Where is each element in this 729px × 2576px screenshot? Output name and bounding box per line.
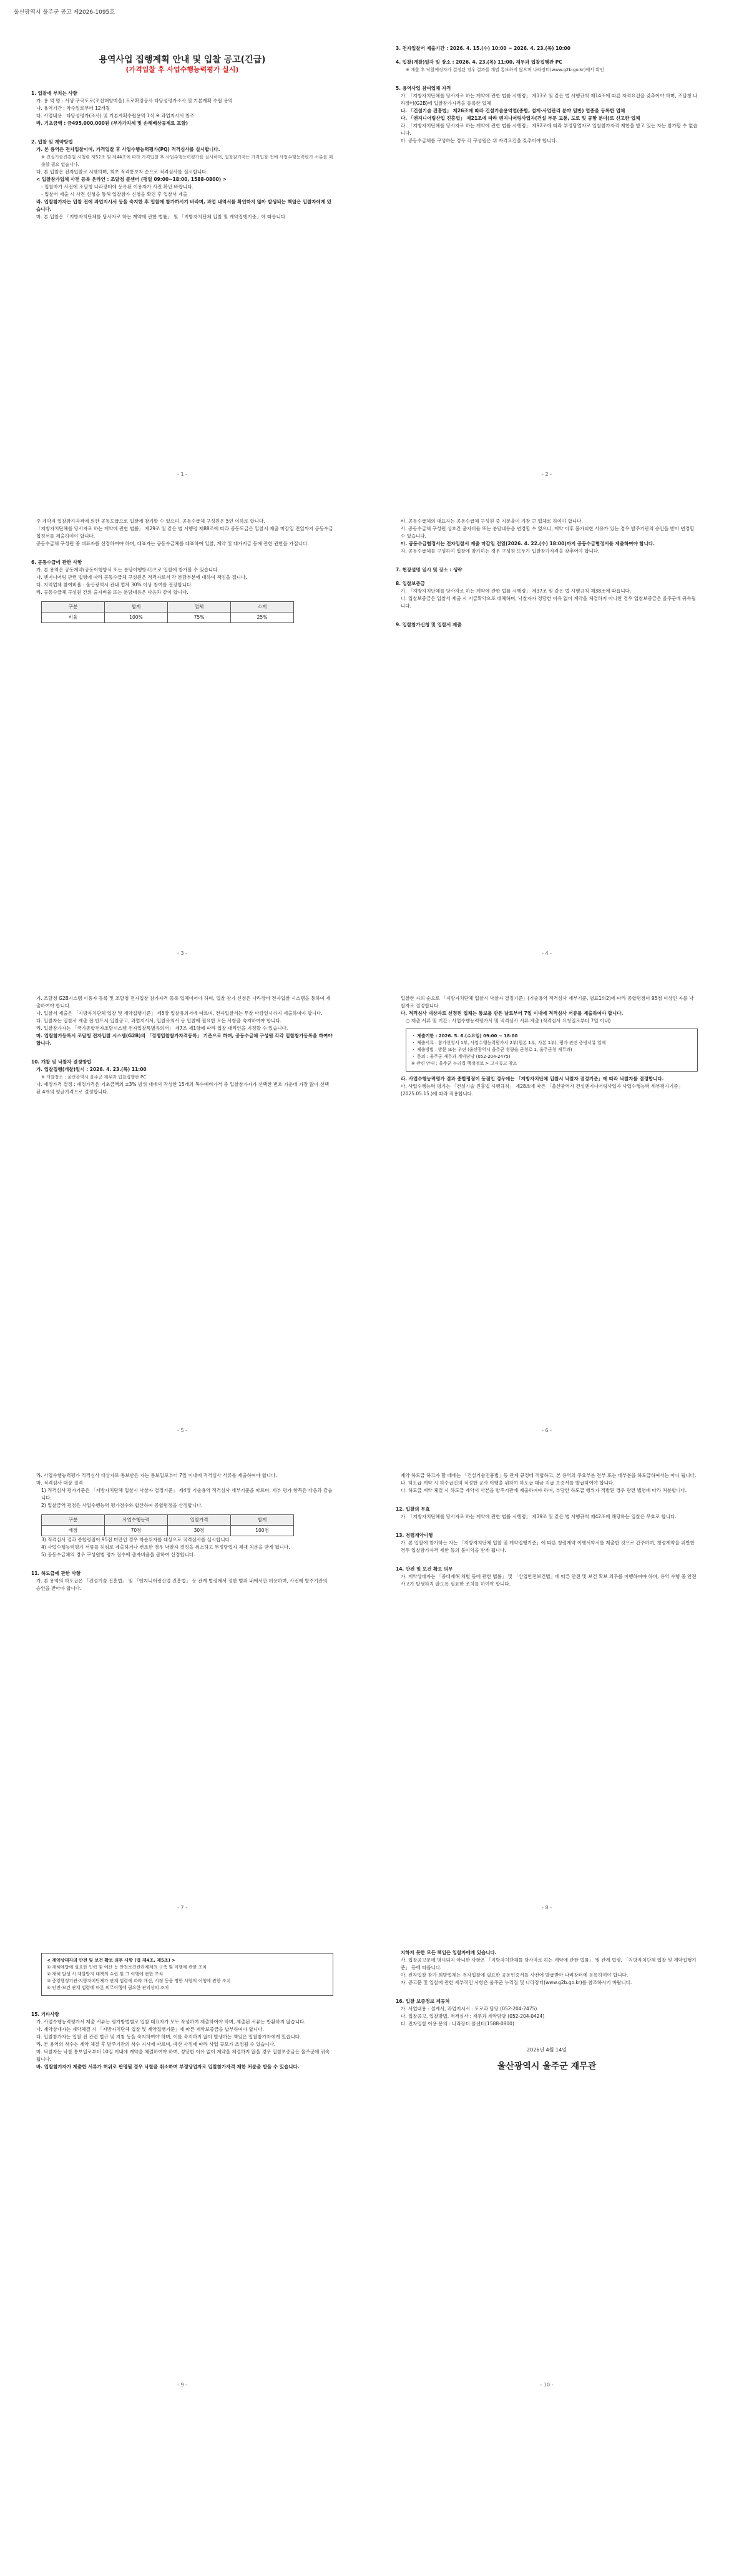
list-item: 다. 지역업체 참여비율 : 울산광역시 관내 업체 30% 이상 참여를 권장합니다. xyxy=(36,582,193,588)
document-page-8 xyxy=(378,1453,715,1918)
list-item: 나. 엔지니어링 관련 법령에 따라 공동수급체 구성원은 적격자로서 각 분담부분에 대하여 책임을 집니다. xyxy=(36,574,247,580)
table-row xyxy=(42,613,294,623)
list-item: 라. 공동수급체 구성원 간의 출자비율 또는 분담내용은 다음과 같이 합니다. xyxy=(36,589,188,595)
table-cell: 70점 xyxy=(105,1526,168,1536)
document-page-7 xyxy=(14,1453,351,1918)
table-cell: 소계 xyxy=(231,602,294,613)
list-item: 다. 「엔지니어링산업 진흥법」 제21조에 따라 엔지니어링사업자(건설 부문 교통, 도로 및 공항 분야)로 신고한 업체 xyxy=(401,115,640,121)
paragraph: 나. 하도급 계약 시 하수급인의 적정한 공사 이행을 위하여 하도급 대금 지급 보증서를 발급하여야 합니다. xyxy=(401,1480,615,1486)
document-page-5 xyxy=(14,976,351,1441)
list-item: 가. 용 역 명 : 서생 구곡도로(조선해양마을) 도로확장공사 타당성평가조사 및 기본계획 수립 용역 xyxy=(36,98,233,104)
paragraph: 1) 적격심사 평가기준은 「지방자치단체 입찰시 낙찰자 결정기준」 제4장 기술용역 적격심사 세부기준을 따르며, 세부 평가 항목은 다음과 같습니다. xyxy=(41,1488,333,1501)
section-heading: 4. 입찰(개찰)일자 및 장소 : 2026. 4. 23.(목) 11:00, 재무과 입찰집행관 PC xyxy=(396,59,562,65)
list-item: 가. 사업수행능력평가서 제출 서류는 평가방법별로 입찰 대표자가 모두 작성하여 제출하여야 하며, 제출된 서류는 반환하지 않습니다. xyxy=(36,2019,306,2025)
section-heading: 10. 개찰 및 낙찰자 결정방법 xyxy=(31,1059,92,1065)
section-heading: 9. 입찰참가신청 및 입찰서 제출 xyxy=(396,622,462,627)
table-cell: 배점 xyxy=(42,1526,105,1536)
list-item: 가. 본 용역의 하도급은 「건설기술 진흥법」 및 「엔지니어링산업 진흥법」 등 관계 법령에서 정한 범위 내에서만 허용하며, 사전에 발주기관의 승인을 받아야 합니다. xyxy=(36,1578,328,1591)
page-number: - 1 - xyxy=(177,472,187,477)
list-item: 가. 「지방자치단체를 당사자로 하는 계약에 관한 법률 시행령」 제39조 및 같은 법 시행규칙 제42조에 해당하는 입찰은 무효로 합니다. xyxy=(401,1514,677,1519)
page-number: - 10 - xyxy=(540,2382,554,2388)
table-cell: 합계 xyxy=(105,602,168,613)
table-cell: 합계 xyxy=(231,1515,294,1526)
paragraph: 사. 공동수급체 구성원 상호간 출자비율 또는 분담내용을 변경할 수 없으나, 계약 이후 불가피한 사유가 있는 경우 발주기관의 승인을 받아 변경할 수 있습니다. xyxy=(401,526,695,539)
list-item: 가. 계약상대자는 「중대재해 처벌 등에 관한 법률」 및 「산업안전보건법」에 따른 안전 및 보건 확보 의무를 이행하여야 하며, 용역 수행 중 안전사고가 발생하지 않도록 필요한 조치를 하여야 합니다. xyxy=(401,1574,697,1587)
list-item: 가. 「지방자치단체를 당사자로 하는 계약에 관한 법률 시행령」 제13조 및 같은 법 시행규칙 제14조에 따른 자격요건을 갖추어야 하며, 조달청 나라장터(G2B)에 입찰참가자격을 등록한 업체 xyxy=(401,93,698,106)
table-cell: 업체 xyxy=(168,602,231,613)
list-item: 가. 본 입찰에 참가하는 자는 「지방자치단체 입찰 및 계약집행기준」에 따른 청렴계약 이행서약서를 제출한 것으로 간주하며, 청렴계약을 위반한 경우 입찰참가자격 제한 등의 불이익을 받게 됩니다. xyxy=(401,1540,695,1553)
document-title: 용역사업 집행계획 안내 및 입찰 공고(긴급) xyxy=(99,55,266,65)
paragraph: 입찰한 자의 순으로 「지방자치단체 입찰시 낙찰자 결정기준」(기술용역 적격심사 세부기준, 별표1의2)에 따라 종합평점이 95점 이상인 자를 낙찰자로 결정합니다. xyxy=(401,995,694,1009)
page-number: - 5 - xyxy=(177,1428,187,1433)
paragraph: 마. 사업수행능력 평가는 「건설기술 진흥법 시행규칙」 제28조에 따른 「울산광역시 건설엔지니어링사업자 사업수행능력 세부평가기준」(2025.05.15.)에 따라 적용합니다. xyxy=(401,1083,683,1097)
paragraph: 마. 적격심사 대상 결격 xyxy=(36,1480,83,1486)
paragraph: 2) 입찰금액 평점은 사업수행능력 평가점수와 합산하여 종합평점을 산정합니다. xyxy=(41,1503,203,1508)
list-item: < 입찰참가업체 사전 등록 온라인 : 조달청 콜센터 (평일 09:00~18:00, 1588-0800) > xyxy=(36,177,227,182)
table-row xyxy=(42,1526,294,1536)
list-item: 다. 전자입찰 이용 문의 : 나라장터 콜센터(1588-0800) xyxy=(401,2021,514,2026)
list-item: 가. 사업내용 : 설계서, 과업지시서 : 도로과 담당 (052-204-2475) xyxy=(401,2006,537,2012)
list-item: 마. 본 입찰은 「지방자치단체를 당사자로 하는 계약에 관한 법률」 및 「지방자치단체 입찰 및 계약집행기준」에 따릅니다. xyxy=(36,214,287,220)
document-page-6 xyxy=(378,976,715,1441)
box-line: ㆍ 제출기한 : 2026. 5. 6.(수요일) 09:00 ~ 18:00 xyxy=(411,1034,518,1039)
safety-duty-box xyxy=(41,1953,333,1996)
section-heading: 15. 기타사항 xyxy=(31,2012,59,2017)
notice-number: 울산광역시 울주군 공고 제2026-1095호 xyxy=(14,9,115,16)
paragraph: 계약 하도급 하고자 할 때에는 「건설기술진흥법」등 관계 규정에 적합하고, 본 용역의 주요부분 전부 또는 대부분을 하도급하여서는 아니 됩니다. xyxy=(401,1473,697,1478)
page-number: - 6 - xyxy=(542,1428,552,1433)
table-header-row xyxy=(42,1515,294,1526)
document-page-9 xyxy=(14,1930,351,2395)
section-heading: 3. 전자입찰서 제출기간 : 2026. 4. 15.(수) 10:00 ~ 2026. 4. 23.(목) 10:00 xyxy=(396,46,570,51)
paragraph: 다. 입찰자는 입찰서 제출 전 반드시 입찰공고, 과업지시서, 입찰유의서 등 입찰에 필요한 모든 사항을 숙지하여야 합니다. xyxy=(36,1018,282,1024)
document-page-2 xyxy=(378,20,715,485)
table-cell: 100% xyxy=(105,613,168,623)
document-subtitle: (가격입찰 후 사업수행능력평가 실시) xyxy=(125,65,239,74)
section-heading: 13. 청렴계약이행 xyxy=(396,1533,433,1538)
paragraph: 5) 공동수급체의 경우 구성원별 평가 점수에 출자비율을 곱하여 산정합니다. xyxy=(41,1552,195,1557)
document-page-4 xyxy=(378,499,715,964)
box-line: ㆍ 문의 : 울주군 재무과 계약담당 (052-204-2475) xyxy=(411,1054,511,1059)
table-header-row xyxy=(42,602,294,613)
list-item: 라. 본 용역의 착수는 계약 체결 후 발주기관의 착수 지시에 따르며, 예산 사정에 따라 사업 규모가 조정될 수 있습니다. xyxy=(36,2041,276,2047)
list-item: 다. 본 입찰은 전자입찰로 시행하며, 최초 적격통보자 순으로 적격심사를 실시합니다. xyxy=(36,169,208,175)
paragraph: 가. 조달청 G2B시스템 이용자 등록 및 조달청 전자입찰 참가자격 등록 업체이어야 하며, 입찰 참가 신청은 나라장터 전자입찰 시스템을 통하여 제출하여야 합니다. xyxy=(36,995,331,1009)
paragraph: 자. 공고문 및 입찰에 관한 세부적인 사항은 울주군 누리집 및 나라장터(www.g2b.go.kr)를 참조하시기 바랍니다. xyxy=(401,1980,632,1985)
list-item: 다. 입찰참가자는 입찰 전 관련 법규 및 지침 등을 숙지하여야 하며, 이를 숙지하지 않아 발생하는 책임은 입찰참가자에게 있습니다. xyxy=(36,2034,301,2040)
table-cell: 사업수행능력 xyxy=(105,1515,168,1526)
issuer-signature: 울산광역시 울주군 재무관 xyxy=(497,2061,597,2071)
paragraph: 「지방자치단체를 당사자로 하는 계약에 관한 법률」 제29조 및 같은 법 시행령 제88조에 따라 공동도급은 입찰서 제출 마감일 전일까지 공동수급협정서를 제출하여야 합니다. xyxy=(36,526,333,539)
paragraph: 나. 입찰서 제출은 「지방자치단체 입찰 및 계약집행기준」 제5장 입찰유의서에 따르며, 전자입찰서는 투찰 마감일시까지 제출하여야 합니다. xyxy=(36,1010,323,1016)
list-item: 마. 낙찰자는 낙찰 통보일로부터 10일 이내에 계약을 체결하여야 하며, 정당한 이유 없이 계약을 체결하지 않을 경우 입찰보증금은 울주군에 귀속됩니다. xyxy=(36,2049,330,2062)
paragraph: 라. 사업수행능력평가 적격심사 대상자로 통보받은 자는 통보일로부터 7일 이내에 적격심사 서류를 제출하여야 합니다. xyxy=(36,1473,277,1478)
section-heading: 16. 입찰 보증정보 제공처 xyxy=(396,1998,450,2004)
paragraph: 자. 공동수급체를 구성하여 입찰에 참가하는 경우 구성원 모두가 입찰참가자격을 갖추어야 합니다. xyxy=(401,548,600,554)
list-item: 마. 공동수급체를 구성하는 경우 각 구성원은 위 자격요건을 갖추어야 합니다. xyxy=(401,138,557,143)
list-item: 라. 입찰참가자는 입찰 전에 과업지시서 등을 숙지한 후 입찰에 참가하시기 바라며, 과업 내역서를 확인하지 않아 발생되는 책임은 입찰자에게 있습니다. xyxy=(36,199,331,212)
section-heading: 12. 입찰의 무효 xyxy=(396,1506,430,1512)
list-item: 라. 「지방자치단체를 당사자로 하는 계약에 관한 법률 시행령」 제92조에 따라 부정당업자로 입찰참가자격 제한을 받고 있는 자는 참가할 수 없습니다. xyxy=(401,123,698,136)
paragraph: 바. 공동수급체의 대표자는 공동수급체 구성원 중 지분율이 가장 큰 업체로 하여야 합니다. xyxy=(401,518,583,524)
document-page-3 xyxy=(14,499,351,964)
paragraph: 라. 사업수행능력평가 결과 종합평점이 동점인 경우에는 「지방자치단체 입찰시 낙찰자 결정기준」에 따라 낙찰자를 결정합니다. xyxy=(401,1076,664,1082)
page-number: - 4 - xyxy=(542,951,552,956)
section-heading: 1. 입찰에 부치는 사항 xyxy=(31,90,77,96)
section-heading: 2. 입찰 및 계약방법 xyxy=(31,139,73,145)
list-item: 나. 계약상대자는 계약체결 시 「지방자치단체 입찰 및 계약집행기준」에 따른 계약보증금을 납부하여야 합니다. xyxy=(36,2026,264,2032)
section-heading: 5. 용역사업 참여업체 자격 xyxy=(396,85,451,91)
list-item: 나. 입찰공고, 입찰방법, 적격심사 : 재무과 계약담당 (052-204-0424) xyxy=(401,2013,545,2019)
document-page-10 xyxy=(378,1930,715,2395)
table-cell: 구분 xyxy=(42,1515,105,1526)
section-heading: 14. 안전 및 보건 확보 의무 xyxy=(396,1566,453,1572)
table-cell: 75% xyxy=(168,613,231,623)
paragraph: 아. 공동수급협정서는 전자입찰서 제출 마감일 전일(2026. 4. 22.(수) 18:00)까지 공동수급협정서를 제출하여야 합니다. xyxy=(401,541,655,546)
list-item: 나. 「건설기술 진흥법」 제26조에 따라 건설기술용역업(종합, 설계·사업관리 분야 일반) 업종을 등록한 업체 xyxy=(401,108,625,114)
box-line: ③ 중앙행정기관·지방자치단체가 관계 법령에 따라 개선, 시정 등을 명한 사항의 이행에 관한 조치 xyxy=(47,1978,231,1983)
list-item: 라. 기초금액 : 금495,000,000원 (부가가치세 및 손해배상공제료 포함) xyxy=(36,120,188,126)
table-cell: 구분 xyxy=(42,602,105,613)
paragraph: 사. 입찰공고문에 명시되지 아니한 사항은 「지방자치단체를 당사자로 하는 계약에 관한 법률」 및 관계 법령, 「지방자치단체 입찰 및 계약집행기준」 등에 따릅니다. xyxy=(401,1957,697,1970)
paragraph: ○ 제출 서류 및 기간 : 사업수행능력평가서 및 적격심사 서류 제출 (적격심사 요청일로부터 7일 이내) xyxy=(406,1018,611,1024)
box-line: ㆍ 제출방법 : 방문 또는 우편 (울산광역시 울주군 청량읍 군청로 1, 울주군청 재무과) xyxy=(411,1047,572,1052)
list-item: 나. 예정가격 결정 : 예정가격은 기초금액의 ±3% 범위 내에서 작성한 15개의 복수예비가격 중 입찰참가자가 선택한 번호 가운데 가장 많이 선택된 4개의 평균가격으로 결정합니다. xyxy=(36,1082,330,1095)
box-line: ② 재해 발생 시 재발방지 대책의 수립 및 그 이행에 관한 조치 xyxy=(47,1972,164,1977)
list-item: 가. 본 용역은 공동계약(공동이행방식 또는 분담이행방식)으로 입찰에 참가할 수 있습니다. xyxy=(36,567,219,573)
box-line: ④ 안전·보건 관계 법령에 따른 의무이행에 필요한 관리상의 조치 xyxy=(47,1985,169,1990)
paragraph: 4) 사업수행능력평가 서류를 허위로 제출하거나 변조한 경우 낙찰자 결정을 취소하고 부정당업자 제재 처분을 받게 됩니다. xyxy=(41,1544,290,1550)
list-item: 다. 사업내용 : 타당성평가(조사) 및 기본계획수립용역 1식 ※ 과업지시서 참조 xyxy=(36,113,195,119)
page-number: - 8 - xyxy=(542,1905,552,1910)
box-line: ※ 관련 안내 : 울주군 누리집 행정정보 > 고시공고 참조 xyxy=(411,1061,517,1066)
section-heading: 11. 하도급에 관한 사항 xyxy=(31,1571,81,1576)
list-item: 나. 용역기간 : 착수일로부터 12개월 xyxy=(36,105,110,111)
page-number: - 7 - xyxy=(177,1905,187,1910)
section-heading: 7. 현장설명 일시 및 장소 : 생략 xyxy=(396,567,462,573)
box-line: ① 재해예방에 필요한 인력 및 예산 등 안전보건관리체계의 구축 및 이행에 관한 조치 xyxy=(47,1965,207,1970)
paragraph: 아. 전자입찰 참가 희망업체는 전자입찰에 필요한 공동인증서를 사전에 발급받아 나라장터에 등록하여야 합니다. xyxy=(401,1972,629,1978)
box-line: ㆍ 제출서류 : 참가신청서 1부, 사업수행능력평가서 2부(원본 1부, 사본 1부), 평가 관련 증빙서류 일체 xyxy=(411,1040,606,1045)
paragraph: 마. 입찰참가등록시 조달청 전자입찰 시스템(G2B)의 「경쟁입찰참가자격등록」 기준으로 하며, 공동수급체 구성원 각각 입찰참가등록을 하여야 합니다. xyxy=(36,1033,333,1046)
table-cell: 비율 xyxy=(42,613,105,623)
score-table xyxy=(41,1514,294,1536)
submission-info-box xyxy=(406,1029,698,1072)
page-number: - 3 - xyxy=(177,951,187,956)
paragraph: 공동수급체 구성원 중 대표자를 선정하여야 하며, 대표자는 공동수급체를 대표하여 입찰, 계약 및 대가지급 등에 관한 권한을 가집니다. xyxy=(36,541,309,546)
list-item: 가. 본 용역은 전자입찰이며, 가격입찰 후 사업수행능력평가(PQ) 적격심사를 실시합니다. xyxy=(36,147,220,152)
note-text: ※ 건설기술진흥법 시행령 제52조 및 제44조에 따라 가격입찰 후 사업수행능력평가를 실시하며, 입찰참가자는 가격입찰 전에 사업수행능력평가 서류를 제출할 필요 없습니다. xyxy=(41,155,333,167)
table-cell: 25% xyxy=(231,613,294,623)
list-item: 가. 입찰집행(개찰)일시 : 2026. 4. 23.(목) 11:00 xyxy=(36,1067,147,1072)
notice-date: 2026년 4월 14일 xyxy=(527,2047,567,2053)
section-heading: 8. 입찰보증금 xyxy=(396,581,425,586)
paragraph: 라. 입찰참가자는 「국가종합전자조달시스템 전자입찰특별유의서」 제7조 제1항에 따라 입찰 대리인을 지정할 수 있습니다. xyxy=(36,1025,288,1031)
paragraph: 주 계약자 입찰참가자격에 의한 공동도급으로 입찰에 참가할 수 있으며, 공동수급체 구성원은 5인 이하로 합니다. xyxy=(36,518,265,524)
list-item: - 입찰자가 사전에 조달청 나라장터에 등록된 이용자가 사전 확인 바랍니다. xyxy=(41,184,193,190)
list-item: - 입찰서 제출 시 사전 신청을 통해 입찰참가 신청을 확인 후 입찰서 제출 xyxy=(41,191,188,197)
section-heading: 6. 공동수급에 관한 사항 xyxy=(31,559,82,565)
paragraph: 다. 하도급 계약 체결 시 하도급 계약서 사본을 발주기관에 제출하여야 하며, 부당한 하도급 행위가 적발된 경우 관련 법령에 따라 처분합니다. xyxy=(401,1488,687,1493)
box-line: < 계약상대자의 안전 및 보건 확보 의무 사항 (법 제4조, 제5조) > xyxy=(47,1958,176,1963)
paragraph: 지하지 못한 모든 책임은 입찰자에게 있습니다. xyxy=(401,1950,497,1955)
table-cell: 100점 xyxy=(231,1526,294,1536)
paragraph: 3) 적격심사 결과 종합평점이 95점 미만인 경우 차순위자를 대상으로 적격심사를 실시합니다. xyxy=(41,1537,232,1542)
table-cell: 30점 xyxy=(168,1526,231,1536)
note-text: ※ 개찰장소 : 울산광역시 울주군 재무과 입찰집행관 PC xyxy=(41,1075,147,1080)
page-number: - 2 - xyxy=(542,472,552,477)
list-item: 바. 입찰참가자가 제출한 서류가 허위로 판명될 경우 낙찰을 취소하며 부정당업자로 입찰참가자격 제한 처분을 받을 수 있습니다. xyxy=(36,2064,300,2070)
paragraph: 다. 적격심사 대상자로 선정된 업체는 통보를 받은 날로부터 7일 이내에 적격심사 서류를 제출하여야 합니다. xyxy=(401,1010,624,1016)
document-page-1 xyxy=(14,20,351,485)
page-number: - 9 - xyxy=(177,2382,187,2388)
ratio-table xyxy=(41,601,294,623)
note-text: ※ 개찰 후 낙찰예정자가 결정된 경우 결과를 개별 통보하지 않으며 나라장터(www.g2b.go.kr)에서 확인 xyxy=(406,67,604,72)
table-cell: 입찰가격 xyxy=(168,1515,231,1526)
list-item: 가. 「지방자치단체를 당사자로 하는 계약에 관한 법률 시행령」 제37조 및 같은 법 시행규칙 제38조에 따릅니다. xyxy=(401,588,632,594)
list-item: 나. 입찰보증금은 입찰서 제출 시 지급확약으로 대체하며, 낙찰자가 정당한 이유 없이 계약을 체결하지 아니한 경우 입찰보증금은 울주군에 귀속됩니다. xyxy=(401,596,696,609)
